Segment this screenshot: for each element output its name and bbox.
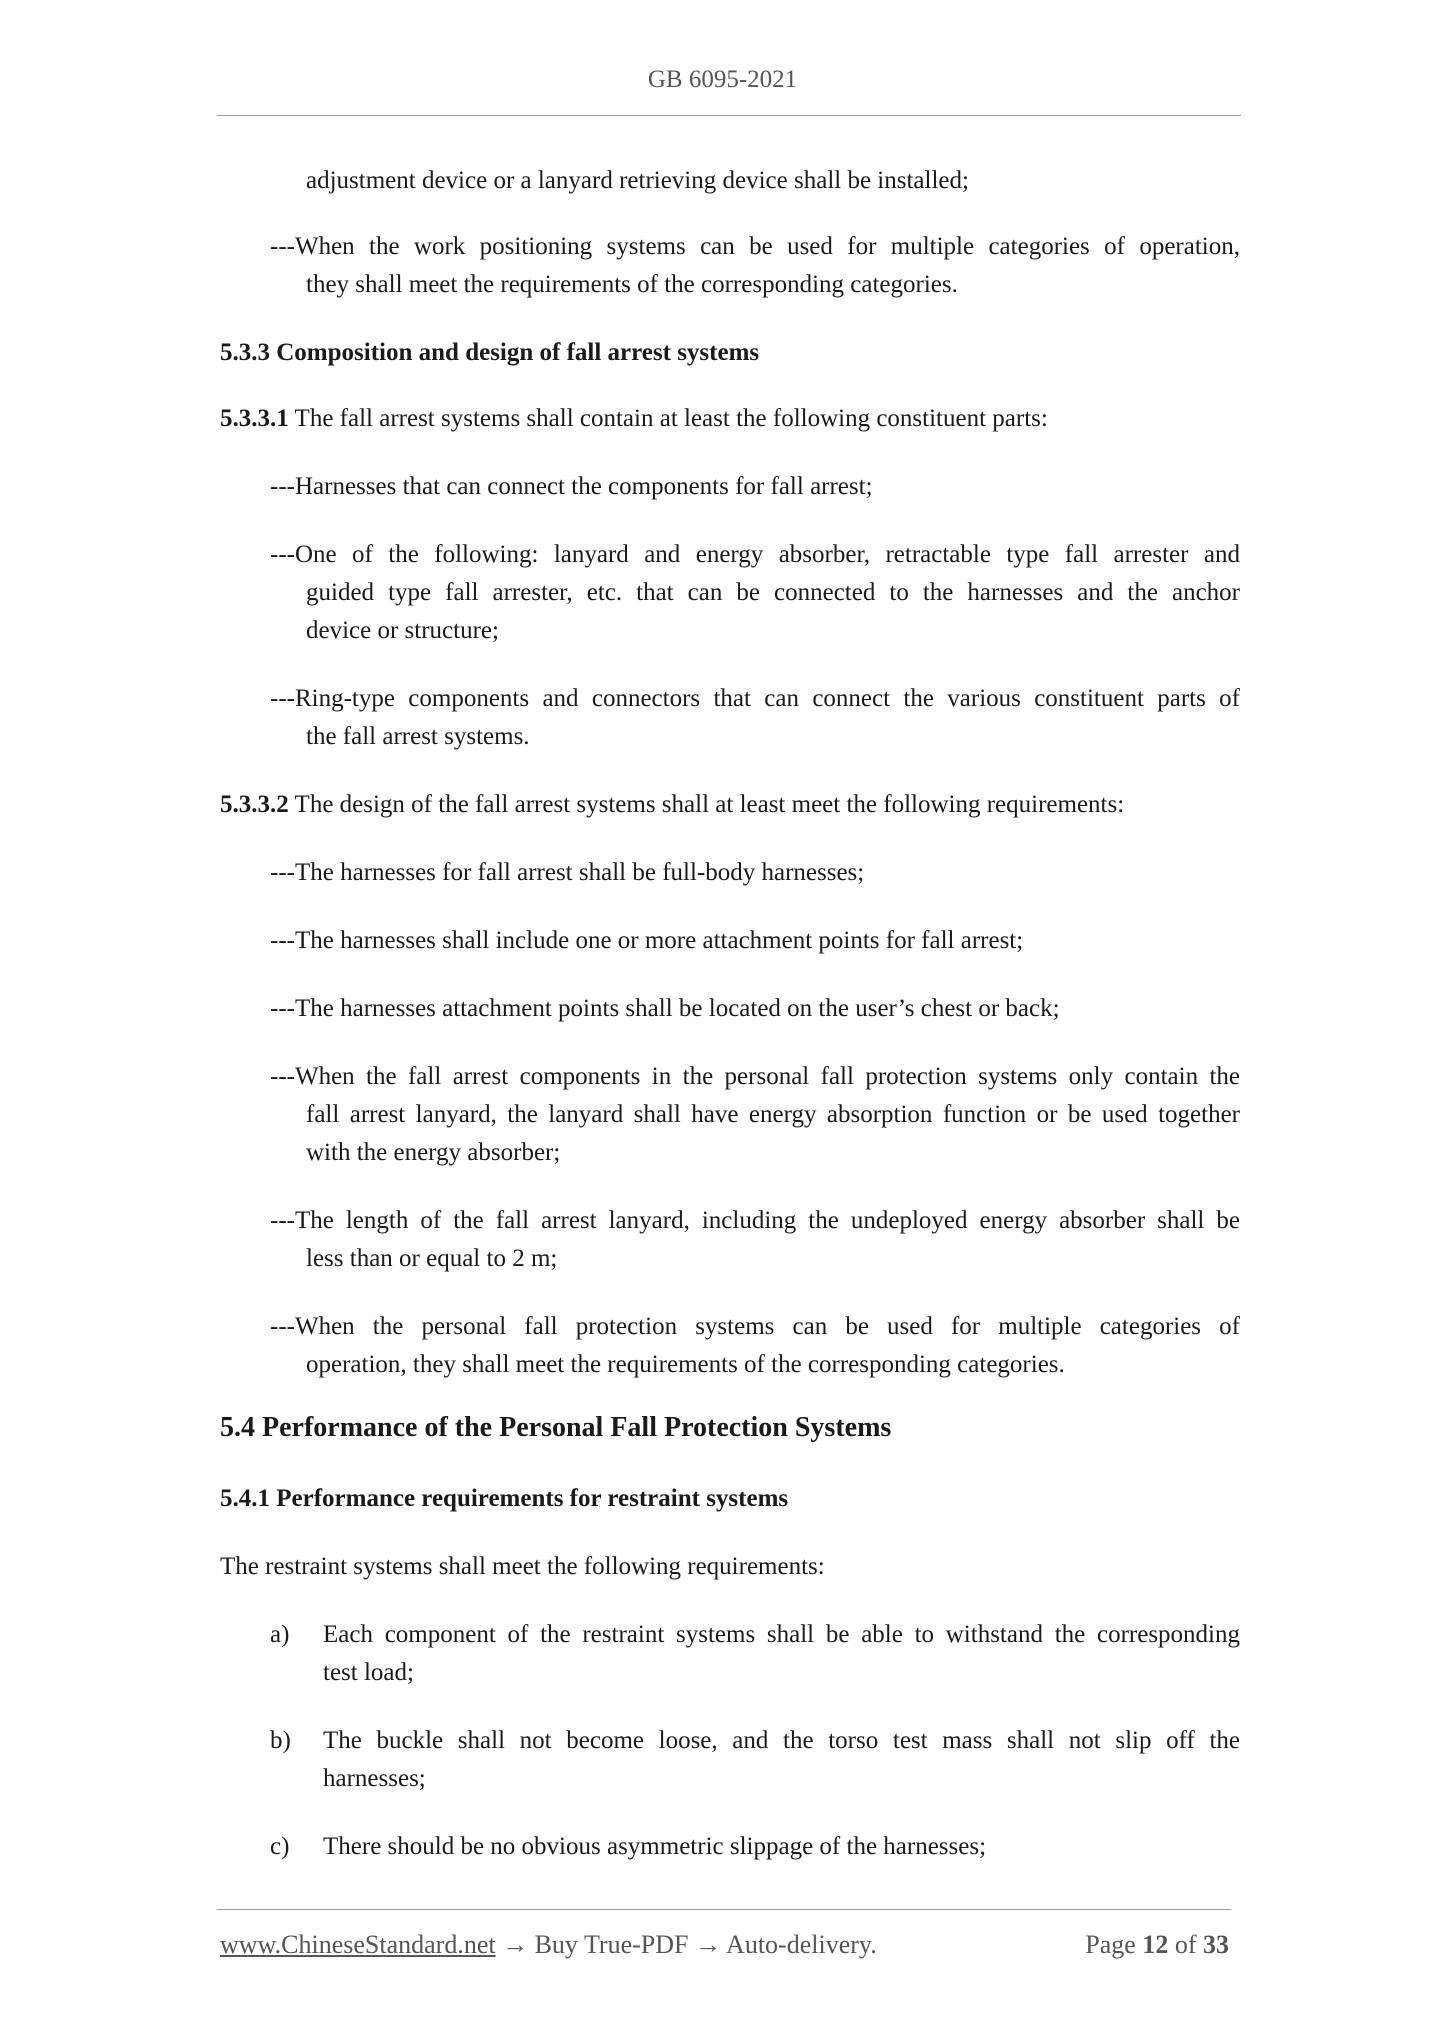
- bullet-line: ---Ring-type components and connectors that can connect the various constituent parts of: [270, 685, 1240, 712]
- bullet-line: device or structure;: [306, 617, 499, 644]
- bullet-line: ---One of the following: lanyard and energy absorber, retractable type fall arrester and: [270, 541, 1240, 568]
- bullet-line: ---The harnesses for fall arrest shall be full-body harnesses;: [270, 859, 865, 886]
- clause-text: The design of the fall arrest systems shall at least meet the following requirements:: [288, 791, 1125, 818]
- bullet-line: fall arrest lanyard, the lanyard shall have energy absorption function or be used together: [306, 1101, 1240, 1128]
- list-item-line: Each component of the restraint systems shall be able to withstand the corresponding: [323, 1621, 1240, 1648]
- of-label: of: [1168, 1930, 1203, 1959]
- bullet-line: ---The harnesses shall include one or more attachment points for fall arrest;: [270, 927, 1024, 954]
- page-total: 33: [1203, 1930, 1229, 1959]
- clause-5-3-3-1: [220, 400, 1048, 438]
- bullet-line: they shall meet the requirements of the corresponding categories.: [306, 271, 958, 298]
- bullet-line: ---When the work positioning systems can be used for multiple categories of operation,: [270, 233, 1240, 260]
- page-current: 12: [1142, 1930, 1169, 1959]
- bullet-line: ---The harnesses attachment points shall be located on the user’s chest or back;: [270, 995, 1060, 1022]
- list-marker: c): [270, 1833, 290, 1860]
- list-item-line: There should be no obvious asymmetric slippage of the harnesses;: [323, 1833, 987, 1860]
- bullet-line: operation, they shall meet the requirements of the corresponding categories.: [306, 1351, 1065, 1378]
- clause-number: 5.3.3.2: [220, 791, 289, 818]
- clause-5-3-3-2: [220, 786, 1124, 824]
- page-label: Page: [1085, 1930, 1143, 1959]
- footer-divider: [217, 1909, 1231, 1910]
- page-indicator: [1085, 1930, 1229, 1960]
- bullet-line: guided type fall arrester, etc. that can be connected to the harnesses and the anchor: [306, 579, 1240, 606]
- clause-text: The fall arrest systems shall contain at least the following constituent parts:: [288, 405, 1048, 432]
- bullet-line: ---When the fall arrest components in the personal fall protection systems only contain the: [270, 1063, 1240, 1090]
- paragraph: The restraint systems shall meet the following requirements:: [220, 1553, 825, 1580]
- bullet-line: ---When the personal fall protection systems can be used for multiple categories of: [270, 1313, 1240, 1340]
- list-item-line: test load;: [323, 1659, 414, 1686]
- footer-promo: [220, 1930, 877, 1960]
- bullet-line: less than or equal to 2 m;: [306, 1245, 558, 1272]
- bullet-line: with the energy absorber;: [306, 1139, 561, 1166]
- list-marker: a): [270, 1621, 290, 1648]
- document-id-header: GB 6095-2021: [647, 66, 798, 93]
- section-heading-5-4: 5.4 Performance of the Personal Fall Protection Systems: [220, 1412, 892, 1443]
- list-item-line: The buckle shall not become loose, and the torso test mass shall not slip off the: [323, 1727, 1240, 1754]
- bullet-line: ---The length of the fall arrest lanyard, including the undeployed energy absorber shall be: [270, 1207, 1240, 1234]
- paragraph-continuation: adjustment device or a lanyard retrieving device shall be installed;: [306, 167, 969, 194]
- list-marker: b): [270, 1727, 291, 1754]
- list-item-line: harnesses;: [323, 1765, 426, 1792]
- bullet-line: ---Harnesses that can connect the components for fall arrest;: [270, 473, 873, 500]
- bullet-line: the fall arrest systems.: [306, 723, 530, 750]
- section-heading-5-4-1: 5.4.1 Performance requirements for restraint systems: [220, 1485, 789, 1512]
- section-heading-5-3-3: 5.3.3 Composition and design of fall arrest systems: [220, 339, 760, 366]
- promo-text: → Buy True-PDF → Auto-delivery.: [495, 1930, 877, 1959]
- site-link[interactable]: www.ChineseStandard.net: [220, 1930, 496, 1959]
- clause-number: 5.3.3.1: [220, 405, 289, 432]
